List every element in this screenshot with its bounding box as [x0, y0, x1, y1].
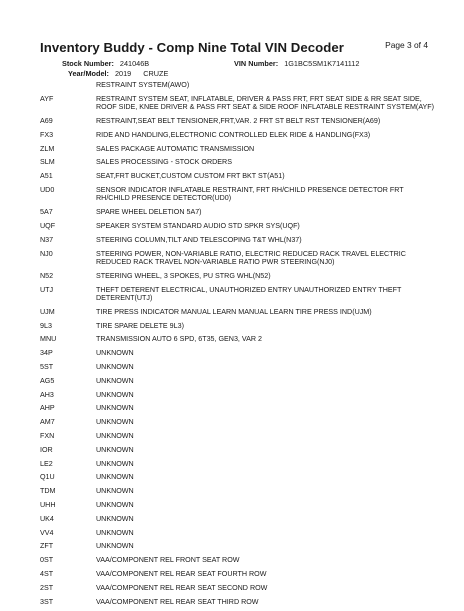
option-row	[40, 570, 436, 578]
stock-number-value: 241046B	[119, 59, 150, 68]
option-description: UNKNOWN	[96, 487, 134, 496]
option-code: AG5	[40, 376, 55, 385]
option-row	[40, 556, 436, 564]
option-code: ZLM	[40, 144, 55, 153]
option-code: TDM	[40, 487, 56, 496]
option-row	[40, 236, 436, 244]
option-code: N37	[40, 235, 54, 244]
option-row	[40, 501, 436, 509]
option-row	[40, 418, 436, 426]
option-description: STEERING WHEEL, 3 SPOKES, PU STRG WHL(N52)	[96, 271, 271, 280]
option-description: SEAT,FRT BUCKET,CUSTOM CUSTOM FRT BKT ST(A51)	[96, 172, 285, 181]
option-description: TRANSMISSION AUTO 6 SPD, 6T35, GEN3, VAR 2	[96, 335, 263, 344]
option-code: 9L3	[40, 321, 52, 330]
option-code: A51	[40, 172, 53, 181]
option-row	[40, 272, 436, 280]
option-code: NJ0	[40, 249, 53, 258]
option-code: MNU	[40, 335, 57, 344]
option-row	[40, 81, 436, 89]
option-code: 5ST	[40, 362, 54, 371]
option-row	[40, 308, 436, 316]
option-code-list	[40, 81, 436, 611]
option-code: FX3	[40, 130, 54, 139]
option-code: LE2	[40, 459, 53, 468]
option-description: THEFT DETERENT ELECTRICAL, UNAUTHORIZED ENTRY UNAUTHORIZED ENTRY THEFT DETERENT(UTJ)	[96, 285, 402, 302]
option-description: UNKNOWN	[96, 445, 134, 454]
option-code: UJM	[40, 307, 55, 316]
option-description: SPEAKER SYSTEM STANDARD AUDIO STD SPKR SYS(UQF)	[96, 221, 300, 230]
option-row	[40, 322, 436, 330]
option-code: AHP	[40, 404, 55, 413]
option-code: A69	[40, 117, 53, 125]
vin-number-value: 1G1BC5SM1K7141112	[284, 59, 360, 68]
option-description: RIDE AND HANDLING,ELECTRONIC CONTROLLED ELEK RIDE & HANDLING(FX3)	[96, 130, 371, 139]
option-description: UNKNOWN	[96, 362, 134, 371]
vin-number-label: VIN Number:	[234, 59, 279, 68]
option-code: 3ST	[40, 597, 54, 606]
option-row	[40, 529, 436, 537]
option-code: AH3	[40, 390, 54, 399]
option-code: UHH	[40, 500, 56, 509]
option-row	[40, 145, 436, 153]
option-description: UNKNOWN	[96, 390, 134, 399]
option-description: UNKNOWN	[96, 514, 134, 523]
option-description: SENSOR INDICATOR INFLATABLE RESTRAINT, FRT RH/CHILD PRESENCE DETECTOR FRT RH/CHILD PRESENCE DETECTOR(UD0)	[96, 185, 404, 203]
option-row	[40, 404, 436, 412]
option-row	[40, 131, 436, 139]
option-row	[40, 460, 436, 468]
option-row	[40, 473, 436, 481]
option-code: UK4	[40, 514, 54, 523]
option-code: N52	[40, 271, 54, 280]
option-row	[40, 286, 436, 303]
year-model-row	[68, 69, 168, 78]
stock-number-row	[62, 59, 149, 68]
option-description: VAA/COMPONENT REL REAR SEAT THIRD ROW	[96, 597, 259, 606]
option-code: IOR	[40, 445, 53, 454]
option-row	[40, 446, 436, 454]
option-row	[40, 363, 436, 371]
option-code: ZFT	[40, 542, 54, 551]
option-description: UNKNOWN	[96, 473, 134, 482]
document-title: Inventory Buddy - Comp Nine Total VIN Decoder	[40, 40, 344, 55]
option-row	[40, 584, 436, 592]
option-row	[40, 598, 436, 606]
option-row	[40, 515, 436, 523]
option-code: AM7	[40, 418, 55, 427]
option-row	[40, 487, 436, 495]
option-description: UNKNOWN	[96, 376, 134, 385]
option-description: RESTRAINT SYSTEM SEAT, INFLATABLE, DRIVER & PASS FRT, FRT SEAT SIDE & RR SEAT SIDE, ROOF SIDE, KNEE DRIVER & PASS FRT SEAT & SIDE ROOF INFLATABLE RESTRAINT SYSTEM(AYF)	[96, 94, 435, 112]
option-description: UNKNOWN	[96, 349, 134, 358]
option-code: Q1U	[40, 473, 55, 482]
option-description: UNKNOWN	[96, 459, 134, 468]
option-code: UD0	[40, 185, 55, 194]
option-description: UNKNOWN	[96, 542, 134, 551]
option-description: VAA/COMPONENT REL FRONT SEAT ROW	[96, 556, 240, 565]
option-description: SALES PROCESSING - STOCK ORDERS	[96, 158, 232, 167]
option-code: UTJ	[40, 285, 54, 294]
option-row	[40, 172, 436, 180]
option-code: 4ST	[40, 569, 54, 578]
option-code: AYF	[40, 94, 54, 103]
option-row	[40, 222, 436, 230]
option-description: TIRE PRESS INDICATOR MANUAL LEARN MANUAL LEARN TIRE PRESS IND(UJM)	[96, 307, 372, 316]
option-description: RESTRAINT SYSTEM(AWO)	[96, 81, 190, 89]
option-code: 5A7	[40, 208, 53, 217]
option-row	[40, 391, 436, 399]
option-row	[40, 335, 436, 343]
option-row	[40, 208, 436, 216]
option-row	[40, 95, 436, 112]
option-description: STEERING COLUMN,TILT AND TELESCOPING T&T WHL(N37)	[96, 235, 302, 244]
model-value: CRUZE	[143, 69, 169, 78]
option-code: VV4	[40, 528, 54, 537]
option-description: UNKNOWN	[96, 418, 134, 427]
option-code: 2ST	[40, 583, 54, 592]
option-code	[40, 81, 96, 89]
option-description: VAA/COMPONENT REL REAR SEAT FOURTH ROW	[96, 569, 267, 578]
vin-number-row	[234, 59, 359, 68]
option-description: RESTRAINT,SEAT BELT TENSIONER,FRT,VAR. 2 FRT ST BELT RST TENSIONER(A69)	[96, 117, 381, 125]
option-row	[40, 117, 436, 125]
option-description: STEERING POWER, NON-VARIABLE RATIO, ELECTRIC REDUCED RACK TRAVEL ELECTRIC REDUCED RACK TRAVEL NON-VARIABLE RATIO PWR STEERING(NJ0)	[96, 249, 406, 266]
option-row	[40, 432, 436, 440]
option-description: UNKNOWN	[96, 500, 134, 509]
stock-number-label: Stock Number:	[62, 59, 114, 68]
option-description: VAA/COMPONENT REL REAR SEAT SECOND ROW	[96, 583, 268, 592]
option-code: FXN	[40, 431, 55, 440]
year-model-label: Year/Model:	[68, 69, 109, 78]
option-code: 0ST	[40, 556, 54, 565]
option-description: SALES PACKAGE AUTOMATIC TRANSMISSION	[96, 144, 255, 153]
option-description: UNKNOWN	[96, 528, 134, 537]
page-number: Page 3 of 4	[385, 40, 428, 50]
option-row	[40, 377, 436, 385]
option-code: UQF	[40, 221, 56, 230]
option-code: SLM	[40, 158, 55, 167]
option-row	[40, 158, 436, 166]
option-row	[40, 186, 436, 203]
option-row	[40, 542, 436, 550]
option-row	[40, 250, 436, 267]
option-description: TIRE SPARE DELETE 9L3)	[96, 321, 184, 330]
option-description: UNKNOWN	[96, 404, 134, 413]
option-description: SPARE WHEEL DELETION 5A7)	[96, 208, 202, 217]
year-value: 2019	[114, 69, 132, 78]
option-row	[40, 349, 436, 357]
option-description: UNKNOWN	[96, 431, 134, 440]
option-code: 34P	[40, 349, 53, 358]
